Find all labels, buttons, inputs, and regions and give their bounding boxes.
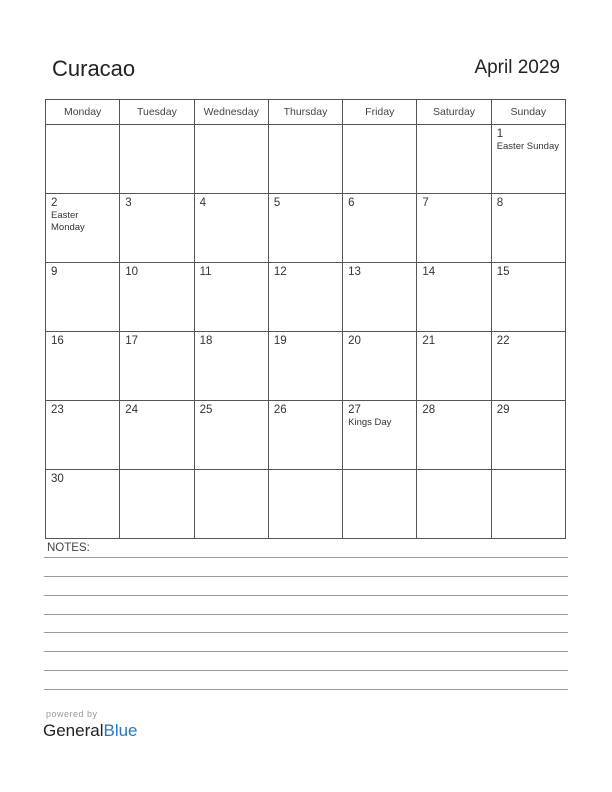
day-number: 1 (496, 128, 504, 140)
day-cell (417, 194, 491, 263)
day-cell (120, 332, 194, 401)
week-row (46, 263, 566, 332)
day-cell (120, 401, 194, 470)
month-title: April 2029 (474, 57, 560, 78)
day-cell (417, 401, 491, 470)
day-cell (268, 401, 342, 470)
day-number: 18 (199, 335, 213, 347)
day-number: 8 (496, 197, 504, 209)
note-line (44, 651, 568, 652)
day-number: 22 (496, 335, 510, 347)
weekday-header: Thursday (268, 100, 342, 125)
day-number: 17 (125, 335, 139, 347)
day-cell (491, 470, 565, 539)
day-cell (46, 470, 120, 539)
note-line (44, 595, 568, 596)
day-number: 16 (51, 335, 64, 347)
day-number: 29 (496, 404, 510, 416)
day-cell (343, 194, 417, 263)
week-row (46, 401, 566, 470)
week-row (46, 332, 566, 401)
day-cell (417, 125, 491, 194)
brand-blue: Blue (103, 721, 138, 740)
week-row (46, 125, 566, 194)
weekday-header: Sunday (491, 100, 565, 125)
day-cell (120, 125, 194, 194)
day-cell (491, 332, 565, 401)
day-cell (417, 470, 491, 539)
note-line (44, 632, 568, 633)
country-title: Curacao (52, 56, 136, 81)
day-number: 27 (348, 404, 361, 416)
day-cell (46, 263, 120, 332)
day-cell (46, 332, 120, 401)
day-number: 28 (422, 404, 436, 416)
week-row (46, 470, 566, 539)
day-cell (491, 194, 565, 263)
day-number: 6 (348, 197, 355, 209)
day-cell (491, 125, 565, 194)
day-number: 21 (422, 335, 436, 347)
notes-label: NOTES: (47, 542, 90, 554)
week-row (46, 194, 566, 263)
note-line (44, 689, 568, 690)
day-cell (194, 194, 268, 263)
day-number: 12 (273, 266, 287, 278)
holiday-label: Kings Day (348, 417, 392, 428)
day-cell (194, 263, 268, 332)
day-cell (120, 194, 194, 263)
day-cell (268, 125, 342, 194)
day-number: 19 (273, 335, 287, 347)
day-cell (491, 263, 565, 332)
day-cell (417, 263, 491, 332)
day-number: 26 (273, 404, 287, 416)
brand-logo (43, 721, 138, 741)
day-cell (46, 125, 120, 194)
day-cell (417, 332, 491, 401)
day-number: 3 (125, 197, 132, 209)
day-number: 7 (422, 197, 429, 209)
day-number: 14 (422, 266, 436, 278)
calendar-grid (45, 99, 566, 539)
weekday-header-row (46, 100, 566, 125)
day-cell (194, 401, 268, 470)
day-cell (343, 332, 417, 401)
day-number: 15 (496, 266, 510, 278)
day-number: 23 (51, 404, 64, 416)
day-number: 25 (199, 404, 213, 416)
day-cell (194, 125, 268, 194)
day-cell (46, 401, 120, 470)
day-cell (268, 263, 342, 332)
day-cell (120, 263, 194, 332)
weekday-header: Saturday (417, 100, 491, 125)
day-number: 30 (51, 473, 64, 485)
holiday-label: Easter Sunday (496, 141, 560, 152)
day-cell (343, 263, 417, 332)
weekday-header: Wednesday (194, 100, 268, 125)
day-number: 24 (125, 404, 139, 416)
note-line (44, 576, 568, 577)
day-number: 4 (199, 197, 206, 209)
powered-by-text: powered by (46, 709, 98, 719)
weekday-header: Friday (343, 100, 417, 125)
day-cell (491, 401, 565, 470)
note-line (44, 557, 568, 558)
note-line (44, 614, 568, 615)
day-number: 10 (125, 266, 139, 278)
day-number: 9 (51, 266, 58, 278)
day-cell (343, 401, 417, 470)
day-number: 13 (348, 266, 361, 278)
weekday-header: Tuesday (120, 100, 194, 125)
brand-general: General (43, 721, 104, 740)
day-cell (46, 194, 120, 263)
day-cell (343, 125, 417, 194)
day-cell (343, 470, 417, 539)
weekday-header: Monday (46, 100, 120, 125)
day-cell (120, 470, 194, 539)
day-cell (268, 470, 342, 539)
day-number: 11 (199, 266, 212, 278)
day-cell (194, 332, 268, 401)
note-line (44, 670, 568, 671)
day-cell (268, 332, 342, 401)
day-cell (194, 470, 268, 539)
day-cell (268, 194, 342, 263)
day-number: 5 (273, 197, 281, 209)
holiday-label: Easter Monday (51, 210, 85, 233)
day-number: 2 (51, 197, 58, 209)
day-number: 20 (348, 335, 361, 347)
